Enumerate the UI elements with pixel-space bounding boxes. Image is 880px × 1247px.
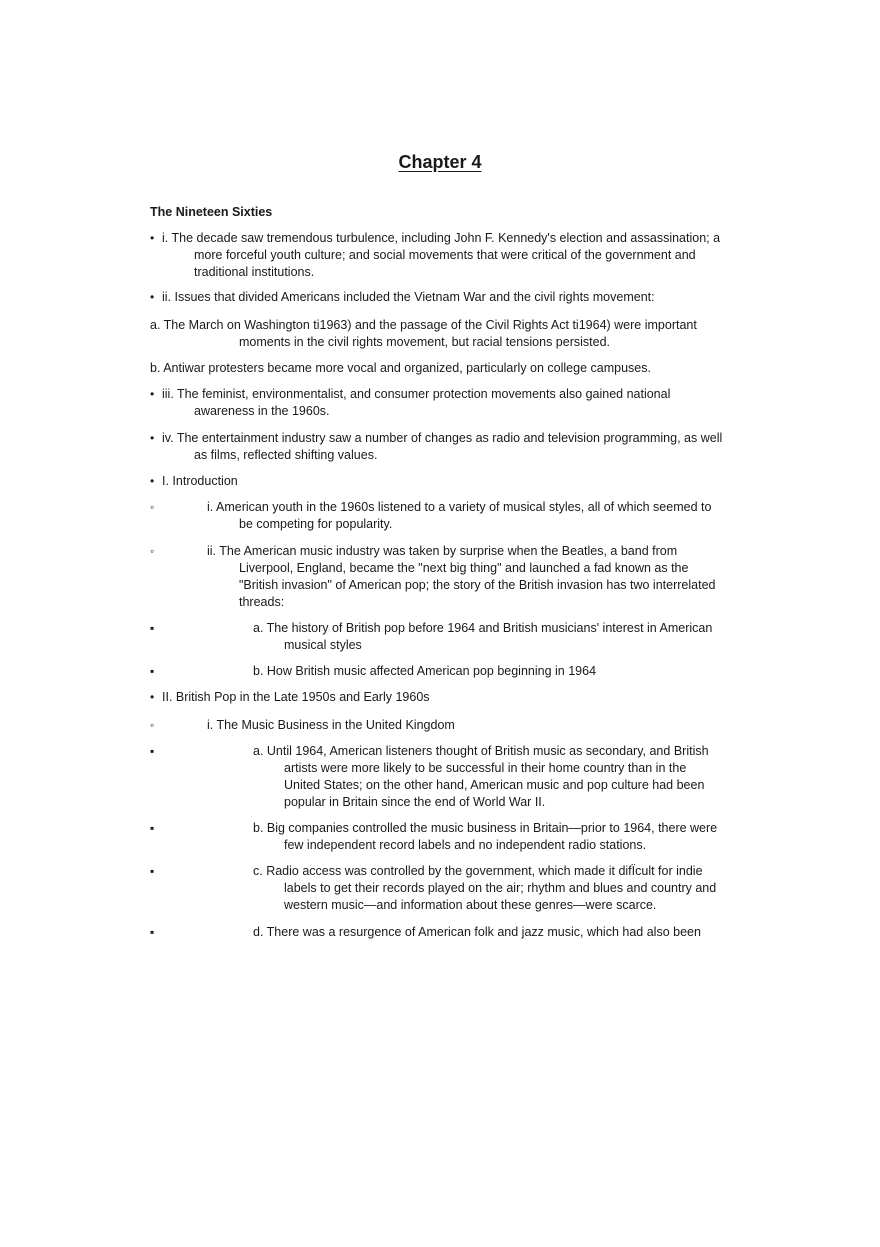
outline-item-line: i. The Music Business in the United Kingdom bbox=[207, 718, 455, 732]
section-heading: The Nineteen Sixties bbox=[150, 205, 273, 219]
outline-item-line: popular in Britain since the end of World War II. bbox=[284, 795, 546, 809]
outline-item-line: few independent record labels and no independent radio stations. bbox=[284, 838, 647, 852]
outline-item-line: iv. The entertainment industry saw a number of changes as radio and television programming, as well bbox=[162, 431, 723, 445]
bullet-marker: • bbox=[150, 431, 155, 445]
bullet-marker: ◦ bbox=[150, 500, 155, 514]
outline-item-line: b. How British music affected American pop beginning in 1964 bbox=[253, 664, 597, 678]
bullet-marker: ▪ bbox=[150, 664, 155, 678]
bullet-marker: • bbox=[150, 387, 155, 401]
outline-item-line: a. Until 1964, American listeners thought of British music as secondary, and British bbox=[253, 744, 709, 758]
outline-item-line: b. Antiwar protesters became more vocal and organized, particularly on college campuses. bbox=[150, 361, 651, 375]
outline-item-line: a. The March on Washington ti1963) and the passage of the Civil Rights Act ti1964) were important bbox=[150, 318, 697, 332]
outline-item-line: artists were more likely to be successful in their home country than in the bbox=[284, 761, 687, 775]
outline-item-line: western music—and information about these genres—were scarce. bbox=[284, 898, 657, 912]
outline-item-line: "British invasion" of American pop; the story of the British invasion has two interrelated bbox=[239, 578, 716, 592]
bullet-marker: ◦ bbox=[150, 544, 155, 558]
outline-item-line: II. British Pop in the Late 1950s and Early 1960s bbox=[162, 690, 430, 704]
bullet-marker: • bbox=[150, 290, 155, 304]
bullet-marker: ▪ bbox=[150, 821, 155, 835]
outline-item-line: a. The history of British pop before 1964 and British musicians' interest in American bbox=[253, 621, 713, 635]
outline-item-line: threads: bbox=[239, 595, 285, 609]
outline-item-line: labels to get their records played on the air; rhythm and blues and country and bbox=[284, 881, 717, 895]
bullet-marker: • bbox=[150, 690, 155, 704]
outline-item-line: as films, reflected shifting values. bbox=[194, 448, 378, 462]
bullet-marker: ▪ bbox=[150, 621, 155, 635]
outline-item-line: traditional institutions. bbox=[194, 265, 315, 279]
bullet-marker: ▪ bbox=[150, 864, 155, 878]
outline-item-line: d. There was a resurgence of American folk and jazz music, which had also been bbox=[253, 925, 701, 939]
bullet-marker: ◦ bbox=[150, 718, 155, 732]
chapter-title: Chapter 4 bbox=[398, 152, 482, 172]
outline-item-line: moments in the civil rights movement, but racial tensions persisted. bbox=[239, 335, 610, 349]
outline-item-line: I. Introduction bbox=[162, 474, 238, 488]
bullet-marker: • bbox=[150, 474, 155, 488]
outline-item-line: be competing for popularity. bbox=[239, 517, 393, 531]
bullet-marker: ▪ bbox=[150, 925, 155, 939]
outline-item-line: Liverpool, England, became the "next big thing" and launched a fad known as the bbox=[239, 561, 689, 575]
outline-item-line: ii. Issues that divided Americans included the Vietnam War and the civil rights movement: bbox=[162, 290, 655, 304]
outline-item-line: musical styles bbox=[284, 638, 362, 652]
outline-item-line: i. The decade saw tremendous turbulence, including John F. Kennedy's election and assassination; a bbox=[162, 231, 721, 245]
bullet-marker: ▪ bbox=[150, 744, 155, 758]
outline-item-line: iii. The feminist, environmentalist, and consumer protection movements also gained national bbox=[162, 387, 671, 401]
outline-item-line: i. American youth in the 1960s listened to a variety of musical styles, all of which seemed to bbox=[207, 500, 712, 514]
bullet-marker: • bbox=[150, 231, 155, 245]
outline-item-line: United States; on the other hand, American music and pop culture had been bbox=[284, 778, 705, 792]
outline-item-line: more forceful youth culture; and social movements that were critical of the government and bbox=[194, 248, 696, 262]
outline-item-line: awareness in the 1960s. bbox=[194, 404, 330, 418]
outline-item-line: c. Radio access was controlled by the government, which made it difÏcult for indie bbox=[253, 864, 703, 878]
outline-item-line: b. Big companies controlled the music business in Britain—prior to 1964, there were bbox=[253, 821, 718, 835]
outline-item-line: ii. The American music industry was taken by surprise when the Beatles, a band from bbox=[207, 544, 678, 558]
